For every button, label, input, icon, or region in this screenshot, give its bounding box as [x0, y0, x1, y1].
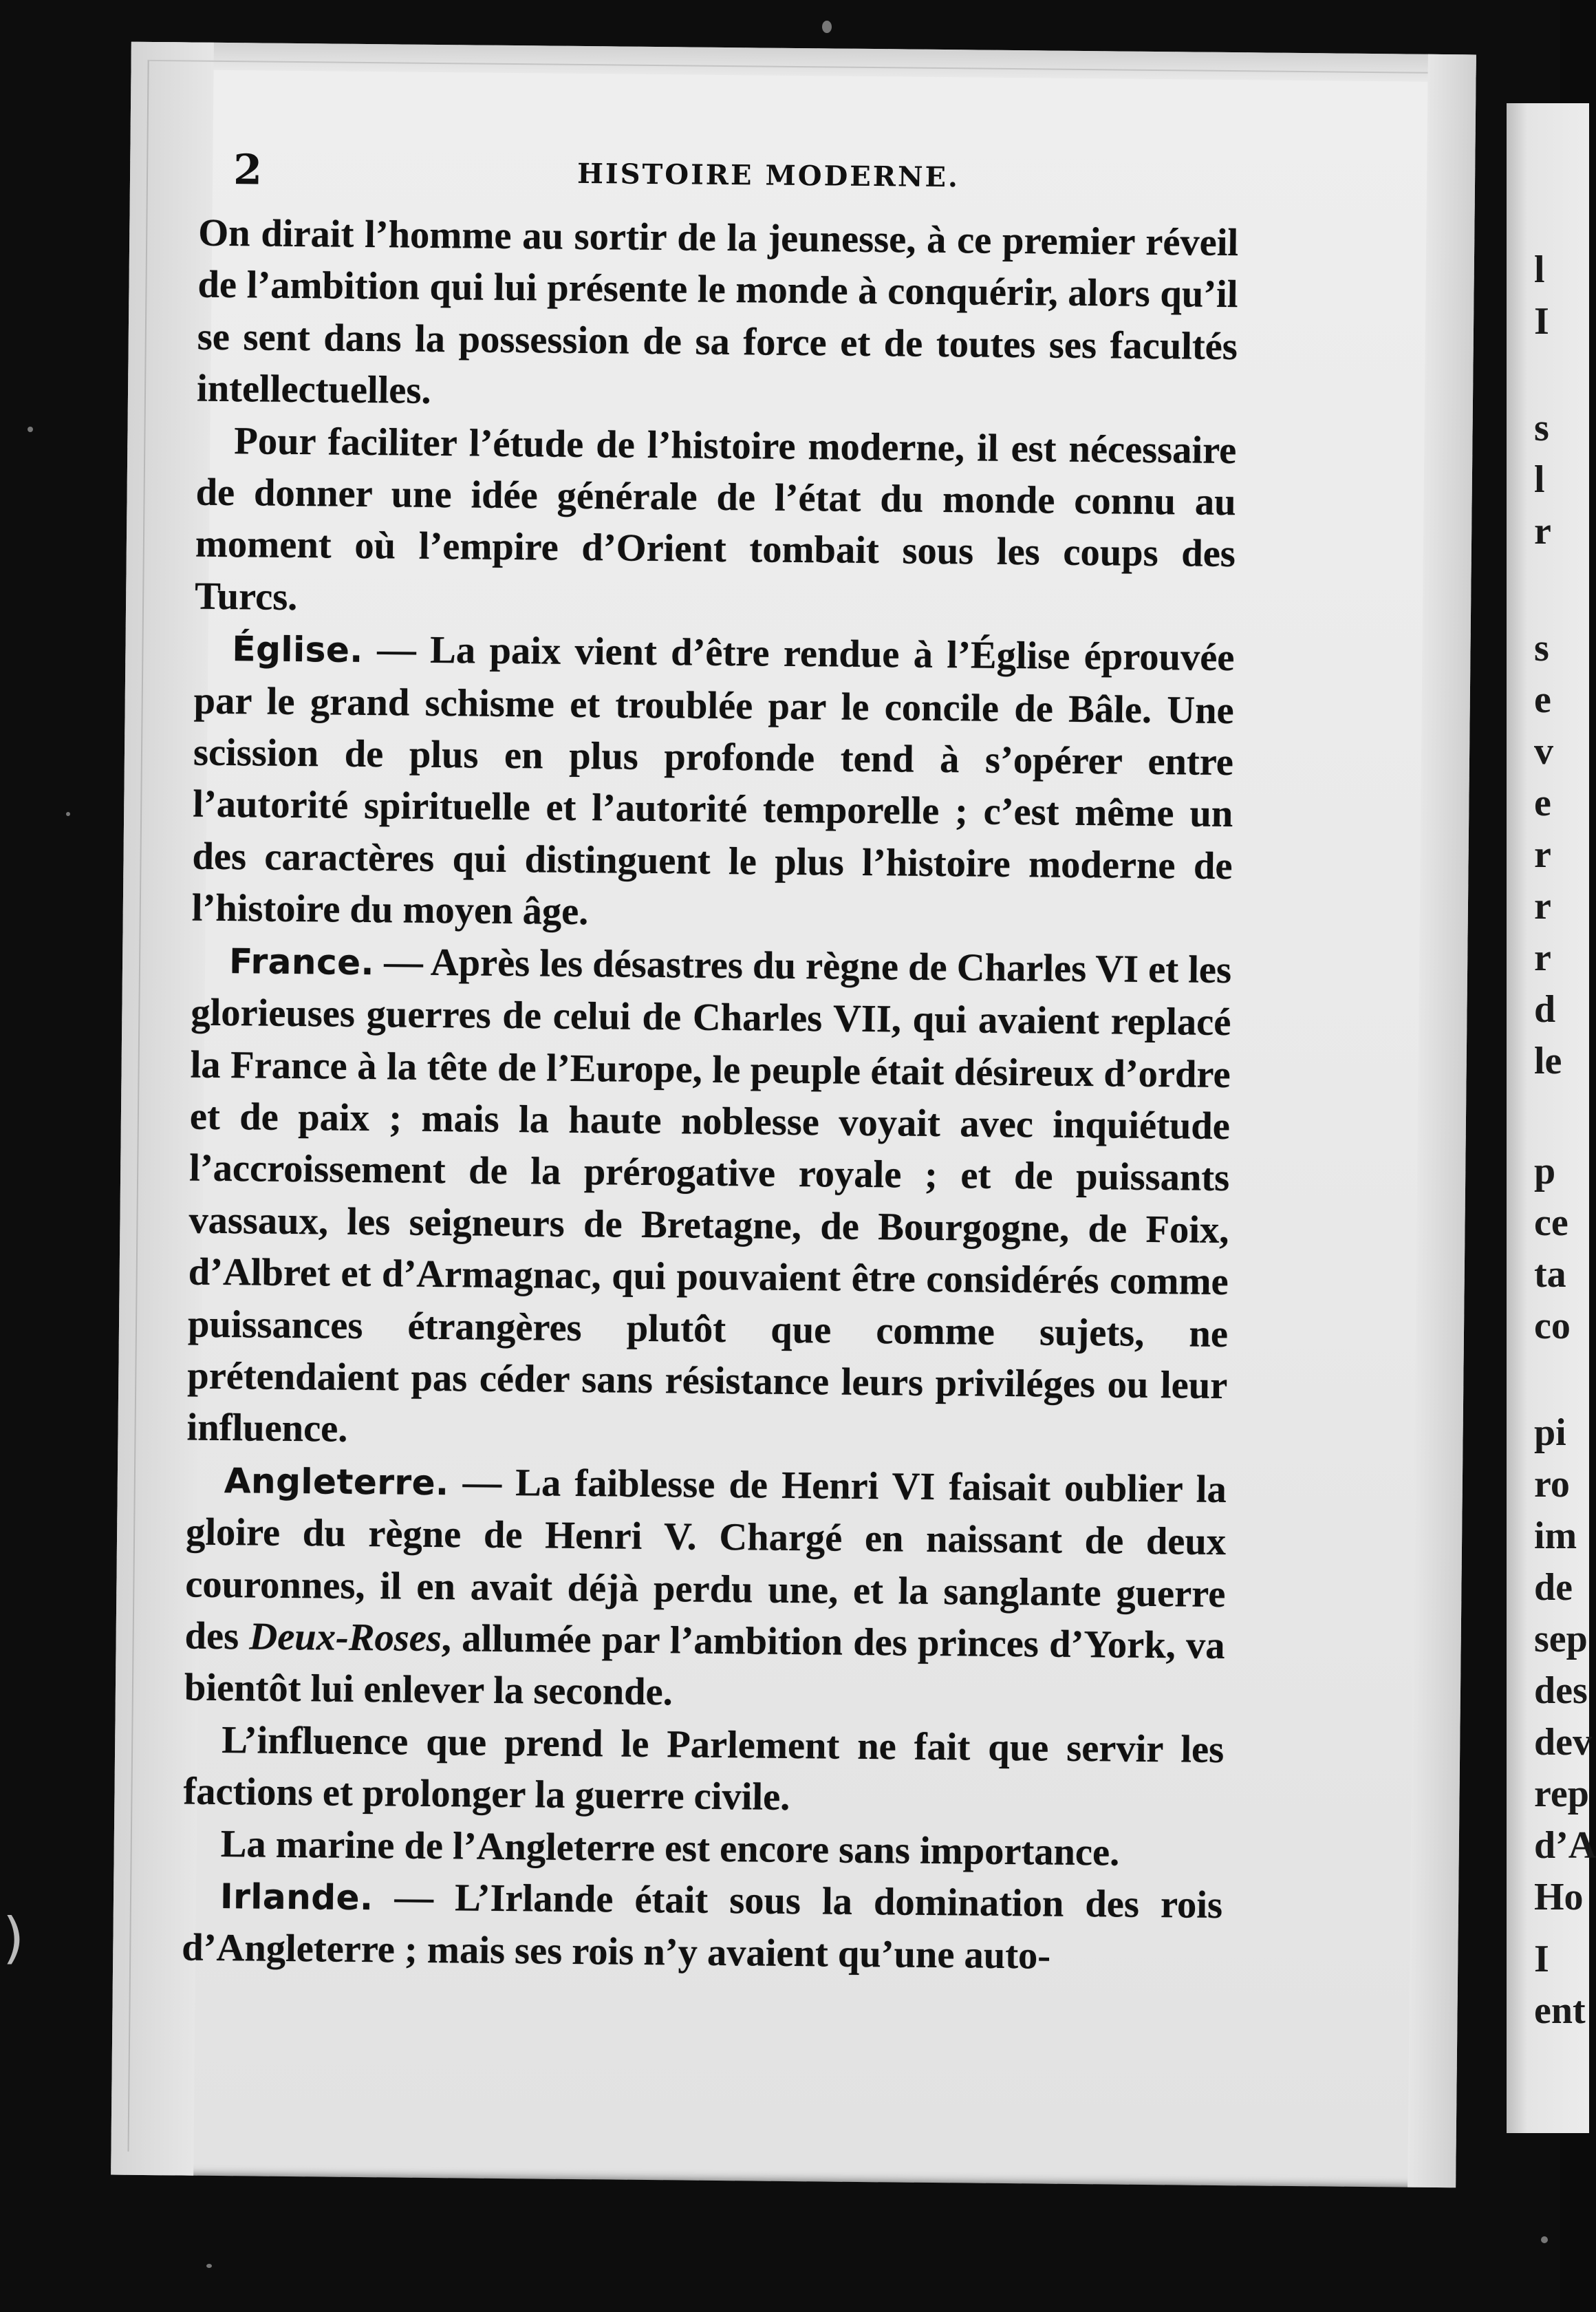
body-text — [182, 208, 1239, 1984]
section-heading-angleterre: Angleterre. — [224, 1460, 449, 1503]
adjacent-page-fragment: v — [1534, 730, 1553, 773]
adjacent-page-fragment: l — [1534, 458, 1545, 501]
paragraph-text: — La faiblesse de Henri VI faisait oublier la gloire du règne de Henri V. Chargé en naissant de deux couronnes, il en avait déjà perdu une, et la sanglante guerre des — [184, 1460, 1227, 1658]
paragraph-marine — [182, 1818, 1223, 1880]
adjacent-page-fragment: p — [1534, 1150, 1556, 1192]
adjacent-page-fragment: pi — [1534, 1411, 1566, 1454]
adjacent-page-fragment: de — [1534, 1566, 1573, 1609]
adjacent-page-fragment: im — [1534, 1514, 1577, 1557]
adjacent-page-fragment: I — [1534, 300, 1549, 343]
adjacent-page-fragment: d’A — [1534, 1824, 1596, 1867]
adjacent-page-fragment: I — [1534, 1938, 1549, 1980]
paragraph-france — [186, 934, 1231, 1464]
italic-term: Deux-Roses — [249, 1615, 442, 1660]
book-page — [111, 42, 1476, 2188]
page-number: 2 — [233, 146, 263, 195]
dust-speck — [1541, 2236, 1548, 2243]
adjacent-page-fragment: des — [1534, 1669, 1588, 1712]
adjacent-page-fragment: ro — [1534, 1463, 1570, 1506]
paragraph-text: — L’Irlande était sous la domination des rois d’Angleterre ; mais ses rois n’y avaient qu’une auto- — [182, 1876, 1223, 1978]
adjacent-page-fragment: r — [1534, 510, 1551, 553]
margin-mark: ) — [3, 1906, 25, 1970]
adjacent-page-fragment: ce — [1534, 1201, 1568, 1244]
paragraph-irlande — [182, 1870, 1222, 1984]
paragraph-angleterre — [184, 1454, 1227, 1724]
paragraph-text: Pour faciliter l’étude de l’histoire moderne, il est nécessaire de donner une idée générale de l’état du monde connu au moment où l’empire d’Orient tombait sous les coups des Turcs. — [194, 419, 1237, 619]
running-title: HISTOIRE MODERNE. — [576, 157, 960, 194]
adjacent-page-fragment: r — [1534, 885, 1551, 928]
paragraph-text: La marine de l’Angleterre est encore sans importance. — [220, 1822, 1120, 1874]
adjacent-page-fragment: ent — [1534, 1989, 1586, 2032]
paragraph-text: — La paix vient d’être rendue à l’Église éprouvée par le grand schisme et troublée par le concile de Bâle. Une scission de plus en plus profonde tend à s’opérer entre l’autorité spirituelle et l’autorité temporelle ; c’est même un des caractères qui distinguent le plus l’histoire moderne de l’histoire du moyen âge. — [191, 628, 1235, 934]
adjacent-page-fragment: l — [1534, 248, 1545, 291]
adjacent-page-fragment: r — [1534, 833, 1551, 876]
adjacent-page-fragment: le — [1534, 1040, 1562, 1082]
paragraph-study — [195, 415, 1237, 632]
paragraph-parlement — [183, 1714, 1224, 1828]
adjacent-page-fragment: Ho — [1534, 1876, 1584, 1918]
dust-speck — [822, 21, 832, 33]
adjacent-page-fragment: sep — [1534, 1618, 1588, 1660]
adjacent-page-fragment: co — [1534, 1305, 1571, 1347]
adjacent-page — [1507, 103, 1596, 2133]
adjacent-page-fragment: s — [1534, 627, 1549, 670]
paragraph-text: — Après les désastres du règne de Charles VI et les glorieuses guerres de celui de Charles VII, qui avaient replacé la France à la tête de l’Europe, le peuple était désireux d’ordre et de paix ; mais la haute noblesse voyait avec inquiétude l’accroissement de la prérogative royale ; et de puissants vassaux, les seigneurs de Bretagne, de Bourgogne, de Foix, d’Albret et d’Armagnac, qui pouvaient être considérés comme puissances étrangères plutôt que comme sujets, ne prétendaient pas céder sans résistance leurs priviléges ou leur influence. — [186, 940, 1232, 1451]
adjacent-page-fragment: d — [1534, 988, 1556, 1031]
section-heading-eglise: Église. — [232, 629, 364, 671]
adjacent-page-fragment: e — [1534, 782, 1551, 824]
adjacent-page-fragment: s — [1534, 407, 1549, 449]
adjacent-page-fragment: dev — [1534, 1721, 1592, 1764]
paragraph-text: On dirait l’homme au sortir de la jeunesse, à ce premier réveil de l’ambition qui lui présente le monde à conquérir, alors qu’il se sent dans la possession de sa force et de toutes ses facultés intellectuelles. — [196, 211, 1239, 413]
paragraph-intro-continuation — [197, 208, 1239, 425]
adjacent-page-fragment: r — [1534, 936, 1551, 979]
adjacent-page-fragment: e — [1534, 678, 1551, 721]
dust-speck — [28, 427, 33, 432]
adjacent-page-fragment: rep — [1534, 1773, 1589, 1815]
adjacent-page-fragment: ta — [1534, 1253, 1566, 1296]
dust-speck — [66, 812, 70, 816]
section-heading-irlande: Irlande. — [219, 1876, 374, 1918]
paragraph-eglise — [191, 623, 1234, 945]
paragraph-text: , allumée par l’ambition des princes d’York, va bientôt lui enlever la seconde. — [184, 1617, 1225, 1714]
paragraph-text: L’influence que prend le Parlement ne fait que servir les factions et prolonger la guerre civile. — [183, 1718, 1225, 1819]
dust-speck — [206, 2264, 212, 2268]
section-heading-france: France. — [228, 941, 375, 983]
